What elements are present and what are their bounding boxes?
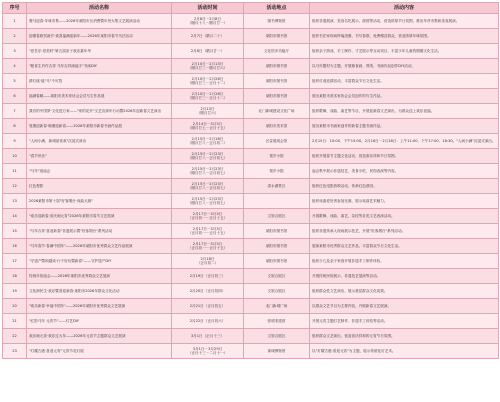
time-line-lunar: （腊月廿八－正月初七） [187,186,228,190]
table-row [3,329,499,344]
cell-name: "守遗产暨和越戏·行于好玩暨新春"——守护遗产DIY [27,254,172,269]
cell-place: 莱阳市图书馆 [244,89,310,104]
header-name: 活动名称 [27,3,172,14]
time-line: 2月10日－2月28日 [191,91,224,96]
cell-content: 组织非遗传承人现场展示技艺，开展"好客烟台"系列活动。 [310,224,499,239]
time-line-lunar: （腊月廿八－正月初七） [187,156,228,160]
cell-place: 莱阳市图书馆 [244,29,310,44]
cell-content: 组织少儿及亲子家庭开展非遗手工制作体验。 [310,254,499,269]
cell-time [172,14,244,29]
table-row [3,89,499,104]
table-row [3,44,499,59]
cell-no: 17 [3,254,27,269]
time-line: 2月8日（腊月廿一） [190,48,225,53]
cell-time [172,209,244,224]
cell-no: 13 [3,194,27,209]
cell-place: 莱阳市图书馆 [244,224,310,239]
time-line-lunar: （腊月廿八－正月初七） [187,201,228,205]
cell-place: 梨乡小院 [244,164,310,179]
cell-place: 文旅合展区 [244,269,310,284]
time-line: 2月15日－2月23日 [191,151,224,156]
cell-time [172,59,244,74]
table-row [3,104,499,119]
table-row [3,299,499,314]
time-line-lunar: （腊月廿三－腊月廿六） [187,66,228,70]
time-line: 2月20日（正月初四） [189,288,226,293]
cell-content: 组织红色电影放映活动，传承红色基因。 [310,179,499,194]
cell-time [172,329,244,344]
cell-name: 红色观影 [27,179,172,194]
cell-place: 区壹展现会馆 [244,134,310,149]
cell-place: 文旅合展区 [244,209,310,224]
cell-time [172,164,244,179]
cell-place: 图书博物馆 [244,14,310,29]
time-line-lunar: （腊月廿八－正月初二） [187,141,228,145]
time-line-lunar: （正月十三－二月十一） [187,351,228,355]
header-time: 活动时间 [172,3,244,14]
time-line: 2月22日（正月初六） [189,318,226,323]
cell-name: 2026莱阳市第十届"好客烟台·戏曲大赛" [27,194,172,209]
time-line-lunar: （腊月廿三－正月十二） [187,96,228,100]
cell-place: 张明非遗馆 [244,314,310,329]
table-row [3,134,499,149]
table-row [3,269,499,284]
cell-no: 7 [3,104,27,119]
time-line: 2月21日（正月初五） [189,303,226,308]
cell-no: 5 [3,74,27,89]
time-line: 2月14日－3月3日 [192,121,223,126]
cell-place: 莱城博物馆 [244,344,310,359]
cell-place: 北门新城建设文化广场 [244,104,310,119]
time-line: 2月10日－2月28日 [191,76,224,81]
time-line: 2月7日（腊月二十） [190,33,225,38]
cell-no: 23 [3,344,27,359]
cell-content: 组织戏曲爱好者参加比赛，展示戏曲艺术魅力。 [310,194,499,209]
cell-time [172,194,244,209]
cell-place [244,194,310,209]
time-line: 2月19日（正月初三） [189,273,226,278]
cell-content: 以马年题材为主题，开展粮食画、剪纸、书画作品创作DIY活动。 [310,59,499,74]
cell-content: 2月15日：10:00、下午15:00。2月16日－2月18日：上午11:00、下午17:00、18:30。"人间小满"沉浸式演出。 [310,134,499,149]
cell-place: 莱阳市美术馆 [244,119,310,134]
cell-place: 莱阳市图书馆 [244,74,310,89]
cell-no: 19 [3,284,27,299]
cell-no: 14 [3,209,27,224]
cell-content: 组织群众性文艺演出，展示基层群众文化成果。 [310,284,499,299]
header-no: 序号 [3,3,27,14]
cell-content: 以"灯耀古港·喜迎元宵"为主题，展示传统花灯艺术。 [310,344,499,359]
time-line: 2月10日－2月13日 [191,61,224,66]
cell-time [172,89,244,104]
table-row [3,164,499,179]
cell-place: 文化馆多功能厅 [244,44,310,59]
time-line-lunar: （正月初一－正月十五） [187,246,228,250]
cell-time [172,29,244,44]
cell-content: 组织书法家现场挥毫泼墨、书写春联，免费赠送群众，营造浓厚年味氛围。 [310,29,499,44]
cell-name: "欢乐新春·幸福中国年"——2026年莱阳市优秀群众文艺展演 [27,299,172,314]
activity-table [2,2,499,359]
table-row [3,209,499,224]
time-line-lunar: （腊月廿三－正月十二） [187,81,228,85]
time-line: 2月18日 [200,256,215,261]
cell-name: "人间小满，新城谊常欢"沉浸式演出 [27,134,172,149]
time-line-lunar: （腊月廿七－正月十五） [187,126,228,130]
cell-no: 12 [3,179,27,194]
cell-name: 传统年俗庙会——2026年莱阳市优秀群众文艺展演 [27,269,172,284]
cell-no: 22 [3,329,27,344]
cell-no: 9 [3,134,27,149]
table-row [3,74,499,89]
cell-time [172,239,244,254]
header-content: 活动内容 [310,3,499,14]
cell-no: 18 [3,269,27,284]
cell-place: 莱阳市图书馆 [244,239,310,254]
time-line: 2月17日－3月3日 [192,211,223,216]
cell-no: 1 [3,14,27,29]
cell-no: 2 [3,29,27,44]
time-line: 2月13日 [200,106,215,111]
time-line: 2月17日－3月3日 [192,226,223,231]
cell-time [172,74,244,89]
cell-name: 猜灯谜·福"马"不可挡 [27,74,172,89]
table-row [3,119,499,134]
cell-no: 11 [3,164,27,179]
time-line: 2月8日－2月8日 [193,16,222,21]
time-line-lunar: （腊月廿八－正月初七） [187,171,228,175]
cell-name: 欢乐闹元宵·欢乐过大年——2026年元宵节主题群众文艺展演 [27,329,172,344]
cell-time [172,134,244,149]
cell-name: 福满春暖——莱阳市美术家协会会员写生作品展 [27,89,172,104]
cell-content: 展出莱阳市书画家创作的新春主题书画作品。 [310,119,499,134]
time-line: 2月15日－2月23日 [191,166,224,171]
cell-place: 莱阳市图书馆 [244,59,310,74]
cell-name: "红影马年 元宵节"——灯艺DIY [27,314,172,329]
cell-no: 16 [3,239,27,254]
cell-content: 展出莱阳市美术家协会会员创作的写生作品。 [310,89,499,104]
cell-name: "马年春节·春满中国年"——2026年莱阳市优秀群众文艺作品展演 [27,239,172,254]
table-row [3,29,499,44]
cell-no: 6 [3,89,27,104]
cell-time [172,284,244,299]
cell-time [172,224,244,239]
time-line: 3月1日（正月十三） [190,333,225,338]
cell-no: 4 [3,59,27,74]
table-row [3,179,499,194]
time-line: 3月1日－3月29日 [192,346,223,351]
cell-name: "马年吉祥·喜迎新春"非遗展示暨"好客烟台"系列活动 [27,224,172,239]
table-row [3,314,499,329]
cell-name: "灯耀古港·喜迎元宵"元宵节花灯展 [27,344,172,359]
cell-content: 组织歌舞、戏曲、曲艺等节目，开展迎新春文艺演出，为群众送上欢乐祝福。 [310,104,499,119]
cell-name: 文化润民生·欢乐暨喜迎新春·莱阳市2026年群众文化活动 [27,284,172,299]
table-row [3,149,499,164]
cell-name: "春节快乐" [27,149,172,164]
cell-name: "马年"逛庙会 [27,164,172,179]
cell-no: 10 [3,149,27,164]
cell-place: 莱阳市图书馆 [244,254,310,269]
time-line: 2月15日－2月18日 [191,136,224,141]
table-row [3,239,499,254]
cell-no: 21 [3,314,27,329]
cell-time [172,269,244,284]
table-row [3,14,499,29]
cell-content: 组织灯谜竞猜活动，丰富群众节日文化生活。 [310,74,499,89]
cell-content: 展演莱阳市优秀群众文艺作品，丰富群众节日文化生活。 [310,239,499,254]
cell-no: 20 [3,299,27,314]
table-row [3,59,499,74]
header-place: 活动地点 [244,3,310,14]
cell-time [172,149,244,164]
table-header-row [3,3,499,14]
time-line: 2月17日－3月3日 [192,241,223,246]
cell-time [172,299,244,314]
cell-time [172,254,244,269]
cell-name: 骏马迎春·年味市集——2026年莱阳市区消费暨年货大集文艺展演活动 [27,14,172,29]
cell-content: 开展元宵主题灯艺制作、非遗手工体验等活动。 [310,314,499,329]
table-row [3,224,499,239]
cell-content: 开展传统民俗展示、非遗技艺展演等活动。 [310,269,499,284]
cell-no: 8 [3,119,27,134]
time-line-lunar: （正月初二） [196,261,219,265]
table-row [3,344,499,359]
cell-name: "粮食生肖作吉祥 马年吉祥画福字"书画DIY [27,59,172,74]
cell-no: 3 [3,44,27,59]
cell-time [172,179,244,194]
time-line-lunar: （腊月廿六） [196,111,219,115]
time-line: 2月15日－2月23日 [191,181,224,186]
cell-time [172,314,244,329]
cell-place: 文旅合展区 [244,329,310,344]
cell-name: 韵墨春联贺新岁·欢喜福满迎新年——2026年莱阳市春节书法活动 [27,29,172,44]
time-line: 2月15日－2月23日 [191,196,224,201]
cell-place: 清水湖景区 [244,179,310,194]
cell-content: 以群众文艺节目为主要内容，开展新春文艺展演。 [310,299,499,314]
cell-place: 北门新城广场 [244,299,310,314]
time-line-lunar: （正月初一－正月十五） [187,216,228,220]
cell-content: 组织开展春节主题文化活动，营造欢乐祥和节日氛围。 [310,149,499,164]
cell-content: 组织亲子游戏、手工制作、才艺展示等互动项目，丰富少年儿童的假期文化生活。 [310,44,499,59]
time-line-lunar: （腊月十八－腊月廿一） [187,21,228,25]
time-line-lunar: （正月初一－正月十五） [187,231,228,235]
cell-content: 组织群众文艺演出，营造喜庆祥和的元宵节日氛围。 [310,329,499,344]
cell-no: 15 [3,224,27,239]
cell-time [172,104,244,119]
cell-place: 文旅合展区 [244,284,310,299]
cell-content: 开展歌舞、戏曲、曲艺、杂技等各类文艺表演活动。 [310,209,499,224]
cell-content: 庙会集中展示非遗技艺、美食小吃、民俗表演等内容。 [310,164,499,179]
cell-time [172,344,244,359]
cell-name: 笔墨迎新春·翰墨迎新春——2026年莱阳市新春书画作品展 [27,119,172,134]
cell-place: 梨乡小院 [244,149,310,164]
cell-time [172,44,244,59]
table-row [3,284,499,299]
cell-name: "爱吾乐·爱美时"第五届亲子欢乐嘉年华 [27,44,172,59]
table-row [3,254,499,269]
cell-name: "欢乐迎新春·喜庆闹元宵"2026年莱阳市春节文艺展演 [27,209,172,224]
table-row [3,194,499,209]
cell-name: 我们的中国梦·文化进万家——"家的花开"文艺宣演车行动暨2026年迎新春文艺演出 [27,104,172,119]
cell-time [172,119,244,134]
cell-content: 组织非遗展演、美食名吃展示、游园等活动，营造浓厚节日氛围，推出年货市集和美食展演。 [310,14,499,29]
